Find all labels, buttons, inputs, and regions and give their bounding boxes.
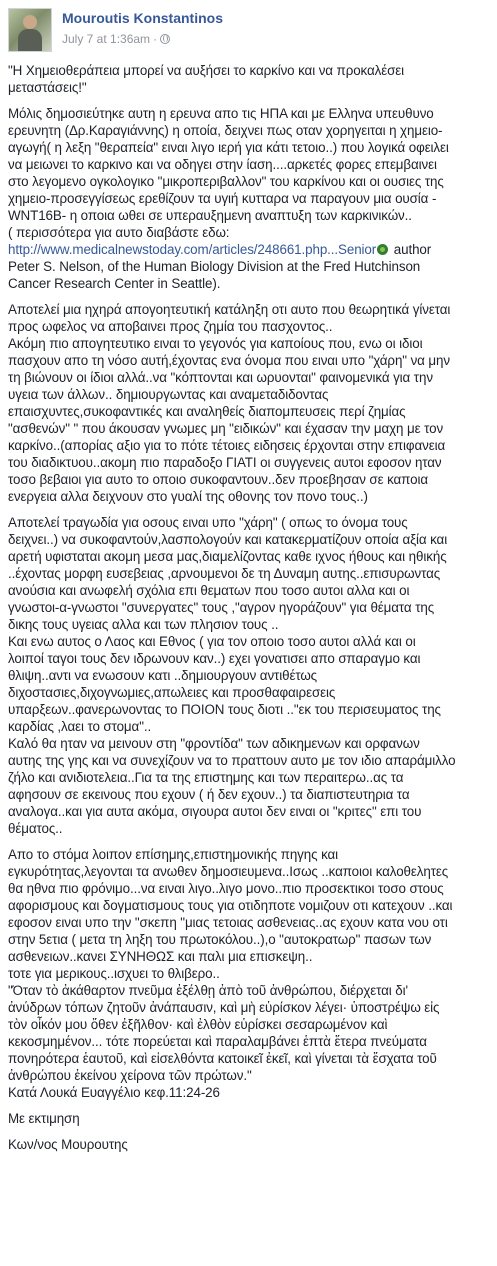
text-line: αγωγή( η λεξη "θεραπεία" ειναι λιγο ιερή για κάτι τετοιο..) που λογικά οφειλει: [8, 140, 449, 155]
text-line: Με εκτιμηση: [8, 1111, 80, 1126]
text-line: ἀνύδρων τόπων ζητοῦν ἀνάπαυσιν, καὶ μὴ εὑρίσκον λέγει· ὑποστρέψω εἰς: [8, 1000, 440, 1015]
text-line: χημειο-προσεγγίσεως ερεθίζουν τα υγιή κυτταρα να παραγουν μια ουσία -: [8, 191, 437, 206]
text-line: ..έχοντας μορφη ευσεβειας ,αρνουμενοι δε τη Δυναμη αυτης..επισυρωντας: [8, 566, 441, 581]
text-line: Καλό θα ηταν να μεινουν στη "φροντίδα" των αδικημενων και ορφανων: [8, 736, 420, 751]
text-line: Peter S. Nelson, of the Human Biology Division at the Fred Hutchinson: [8, 259, 421, 274]
text-line: Κατά Λουκά Ευαγγέλιο κεφ.11:24-26: [8, 1085, 220, 1100]
text-line: Και ενω αυτος ο Λαος και Εθνος ( για τον οποιο τοσο αυτοι αλλά και οι: [8, 634, 416, 649]
author-avatar[interactable]: [8, 8, 52, 52]
text-line: θέματος..: [8, 821, 63, 836]
text-line: WNT16B- η οποια ωθει σε υπεραυξημενη αναπτυξη των καρκινικών..: [8, 208, 412, 223]
text-line: Αποτελεί μια ηχηρά απογοητευτική κατάληξη οτι αυτο που θεωρητικά γίνεται: [8, 302, 451, 317]
text-line: αναλογα..και για αυτα ακόμα, σιγουρα αυτοι δεν ειναι οι "κριτες" επι του: [8, 804, 422, 819]
link-line: [8, 241, 490, 258]
text-line: υπαρξεων..φανερωνοντας το ΠΟΙΟΝ τους διοτι .."εκ του περισευματος της: [8, 702, 441, 717]
text-line: λοιποί ταγοι τους δεν ιδρωνουν καν..) εχει γονατισει απο σπαραγμο και: [8, 651, 421, 666]
text-line: ( περισσότερα για αυτο διαβάστε εδω:: [8, 225, 230, 240]
text-line: αφορισμους και δογματισμους τους για οτιδηποτε νομιζουν οτι κατεχουν ..και: [8, 898, 453, 913]
text-line: υγεια των άλλων.. δημιουργωντας και αναμεταδιδοντας: [8, 387, 329, 402]
text-line: δειχνει..) να συκοφαντούν,λασπολογούν και κατακερματίζουν οποία αξία και: [8, 532, 448, 547]
text-line: θλιψη..αντι να ενωσουν κατι ..δημιουργουν αντιθέτως: [8, 668, 318, 683]
text-line: αυτης της γης και να συνεχίζουν να το πραττουν αυτο με τον ιδιο απαράμιλλο: [8, 753, 456, 768]
avatar-body: [18, 29, 42, 52]
text-line: Μόλις δημοσιεύτηκε αυτη η ερευνα απο τις ΗΠΑ και με Ελληνα υπευθυνο: [8, 106, 434, 121]
post-body: [8, 62, 490, 1162]
post-paragraph: [8, 62, 490, 96]
text-line: δικης τους υγειας αλλα και των πλησιον τους ..: [8, 617, 279, 632]
text-line: πονηρότερα ἑαυτοῦ, καὶ εἰσελθόντα κατοικεῖ ἐκεῖ, καὶ γίνεται τὰ ἔσχατα τοῦ: [8, 1051, 437, 1066]
text-line: τοσο βεβαιοι για αυτο το οποιο συκοφαντουν..δεν προεβησαν σε καποια: [8, 472, 428, 487]
article-link[interactable]: http://www.medicalnewstoday.com/articles/248661.php...Senior: [8, 242, 377, 257]
author-name[interactable]: Mouroutis Konstantinos: [62, 10, 223, 26]
text-line: μεταστάσεις!": [8, 80, 87, 95]
text-line: θα ηθνα πιο φρόνιμο...να ειναι λιγο..λιγο μονο..πιο προσεκτικοι τοσο στους: [8, 881, 444, 896]
text-line: πασχουν απο τη νόσο αυτή,έχοντας ενα όνομα που ειναι υπο "χάρη" να μην: [8, 353, 450, 368]
text-line: στο λεγομενο ογκολογικο "μικροπεριβαλλον" του καρκίνου και οι ουσιες της: [8, 174, 444, 189]
text-line: Απο το στόμα λοιπον επίσημης,επιστημονικής πηγης και: [8, 847, 339, 862]
post-paragraph: [8, 105, 490, 292]
post-paragraph: [8, 846, 490, 1101]
text-line: ανούσια και ανωφελή σχόλια επι θεματων που τοσο αυτοι αλλα και οι: [8, 583, 410, 598]
text-line: ζήλο και ανιδιοτελεια..Για τα της επιστημης και των περαιτερω..ας τα: [8, 770, 404, 785]
post-paragraph: [8, 514, 490, 837]
text-line: "Η Χημειοθεράπεια μπορεί να αυξήσει το καρκίνο και να προκαλέσει: [8, 63, 405, 78]
text-line: εφοσον ειναι υπο την "σκεπη "μιας τετοιας ασθενειας..ας εχουν κατα νου οτι: [8, 915, 448, 930]
text-line: ἀνθρώπου ἐκείνου χείρονα τῶν πρώτων.": [8, 1068, 252, 1083]
text-line: ερευνητη (Δρ.Καραγιάννης) η οποία, δειχνει πως οταν χορηγειται η χημειο-: [8, 123, 443, 138]
text-line: εγκυρότητας,λεγονται τα ανωθεν δημοσιευμενα..Ισως ..καποιοι καλοθελητες: [8, 864, 449, 879]
text-line: αρετή υφισταται ακομη μεσα μας,διαμελίζοντας καθε ιχνος ήθους και ηθικής: [8, 549, 447, 564]
text-line: διχοστασιες,διχογνωμιες,απωλειες και προσθαφαιρεσεις: [8, 685, 336, 700]
post-meta: [62, 32, 170, 46]
text-line: Ακόμη πιο απογητευτικο ειναι το γεγονός για καποίους που, ενω οι ιδιοι: [8, 336, 423, 351]
post-paragraph: [8, 301, 490, 505]
text-line: γνωστοι-α-γνωστοι "συνεργατες" τους ,"αγρον ηγοράζουν" για θέματα της: [8, 600, 435, 615]
text-line: "ασθενών" " που άκουσαν γνωμες μη "ειδικών" και έχασαν την μαχη με τον: [8, 421, 444, 436]
post-timestamp[interactable]: July 7 at 1:36am: [62, 32, 151, 46]
text-line: ενεργεια αλλα δειχνουν στο γυαλί της οθονης τον πονο τους..): [8, 489, 368, 504]
meta-separator: ·: [153, 32, 158, 46]
post-paragraph: [8, 1110, 490, 1127]
avatar-head: [23, 15, 37, 29]
text-line: του διαδικτυου..ακομη πιο παραδοξο ΓΙΑΤΙ οι συγγενεις αυτοι εφοσον ηταν: [8, 455, 442, 470]
text-line: καρκίνο..(απορίας αξιο για το πότε τέτοιες ειδησεις έρχονται στην επιφανεια: [8, 438, 446, 453]
text-line: τη βιώνουν οι ίδιοι αλλά..να "κόπτονται και ωρυονται" φαινομενικά για την: [8, 370, 433, 385]
text-line: προς ωφελος να αποβαινει προς ζημία του πασχοντος..: [8, 319, 333, 334]
text-line: στην 5ετια ( μετα τη ληξη του πρωτοκόλου..),ο "αυτοκρατωρ" πασων των: [8, 932, 432, 947]
text-line: επαισχυντες,συκοφαντικές και αναληθείς διαπομπευσεις περί ζημίας: [8, 404, 406, 419]
text-line: αφησουν σε εκεινους που εχουν ( ή δεν εχουν..) τα διαπιστευτηρια τα: [8, 787, 410, 802]
post-paragraph: [8, 1136, 490, 1153]
globe-icon[interactable]: [160, 34, 170, 44]
text-line: τοτε για μερικους..ισχυει το θλιβερο..: [8, 966, 220, 981]
text-line: "Όταν τὸ ἀκάθαρτον πνεῦμα ἐξέλθῃ ἀπὸ τοῦ ἀνθρώπου, διέρχεται δι': [8, 983, 408, 998]
text-line: Αποτελεί τραγωδία για οσους ειναι υπο "χάρη" ( οπως το όνομα τους: [8, 515, 408, 530]
text-line: καρδίας ,λαει το στομα"..: [8, 719, 152, 734]
link-preview-icon: [377, 244, 388, 255]
text-line: τὸν οἶκόν μου ὅθεν ἐξῆλθον· καὶ ἐλθὸν εὑρίσκει σεσαρωμένον καὶ: [8, 1017, 388, 1032]
text-line: Cancer Research Center in Seattle).: [8, 276, 221, 291]
text-line: κεκοσμημένον... τότε πορεύεται καὶ παραλαμβάνει ἑπτὰ ἕτερα πνεύματα: [8, 1034, 427, 1049]
text-line: να μειωνει το καρκινο και να οδηγει στην ίαση....αρκετές φορες επεμβαινει: [8, 157, 437, 172]
text-line: Κων/νος Μουρουτης: [8, 1137, 128, 1152]
link-tail-text: author: [390, 242, 432, 257]
text-line: ασθενειων..κανει ΣΥΝΗΘΩΣ και παλι μια επισκεψη..: [8, 949, 313, 964]
